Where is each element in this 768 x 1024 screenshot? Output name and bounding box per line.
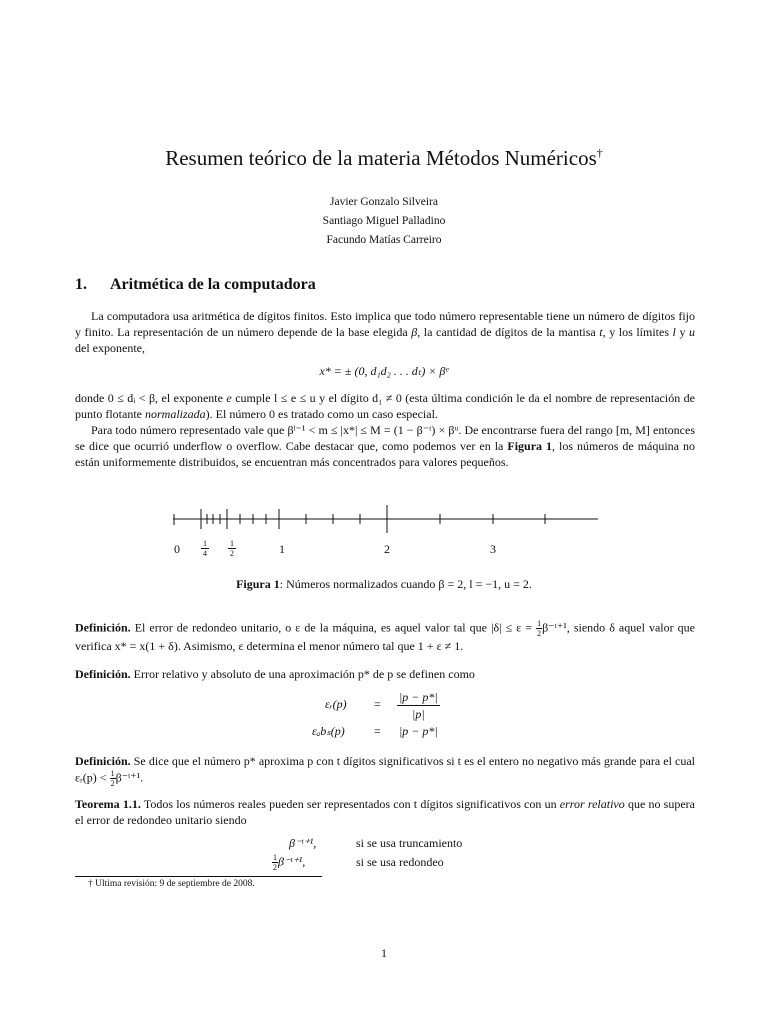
definition-label: Definición. [75, 620, 131, 635]
relative-error-rhs [397, 689, 440, 722]
theorem-text-b: que no supera el error de redondeo unitario siendo [75, 797, 695, 827]
case-half-den: 2 [273, 863, 277, 872]
number-line-figure [165, 505, 605, 535]
equation-representation: x* = ± (0, d₁d₂ . . . dₜ) × βᵉ [319, 364, 449, 378]
para2-text-c: ). El número 0 es tratado como un caso especial. [205, 407, 438, 421]
para1-l: l [672, 325, 676, 339]
footnote-rule [75, 876, 322, 877]
relative-error-lhs: εᵣ(p) [325, 697, 347, 711]
footnote: † Ultima revisión: 9 de septiembre de 2008. [88, 879, 255, 889]
theorem-error-relativo: error relativo [559, 797, 625, 811]
def3-half-num: 1 [110, 769, 115, 778]
author-3: Facundo Matías Carreiro [326, 234, 442, 246]
paragraph-conditions [75, 390, 695, 422]
page-number: 1 [381, 946, 387, 960]
section-number: 1. [75, 276, 87, 293]
definition-unit-roundoff [75, 619, 695, 654]
figure-caption-text: : Números normalizados cuando β = 2, l = −1, u = 2. [279, 577, 532, 591]
paper-title [0, 146, 768, 171]
para2-text-b: cumple l ≤ e ≤ u y el dígito d₁ ≠ 0 (esta última condición le da el nombre de representación de punto flotante [75, 391, 695, 421]
axis-label-2: 2 [384, 542, 390, 556]
title-text: Resumen teórico de la materia Métodos Numéricos [165, 146, 597, 170]
definition-label: Definición. [75, 667, 131, 681]
figure-caption-label: Figura 1 [236, 577, 280, 591]
def3-text-a: Se dice que el número p* aproxima p con t dígitos significativos si t es el entero no negativo más grande para el cual εᵣ(p) < [75, 754, 695, 785]
para3-text-a: Para todo número representado vale que βˡ⁻¹ < m ≤ |x*| ≤ M = (1 − β⁻ᵗ) × βᵘ. De encontrarse fuera del rango [m, M] entonces se dice que ocurrió underflow o overflow. Cabe destacar que, como podemos ver en la [75, 423, 695, 453]
author-list [0, 193, 768, 250]
half-den: 2 [230, 549, 234, 558]
paragraph-intro [75, 308, 695, 356]
definition-significant-digits [75, 753, 695, 788]
absolute-error-equals: = [374, 724, 381, 738]
relative-error-equals: = [374, 697, 381, 711]
half-num: 1 [230, 539, 234, 548]
def1-text-b: β⁻ᵗ⁺¹, siendo δ aquel valor que verifica x* = x(1 + δ). Asimismo, ε determina el menor número tal que 1 + ε ≠ 1. [75, 620, 695, 653]
def1-text-a: El error de redondeo unitario, o ε de la máquina, es aquel valor tal que |δ| ≤ ε = [130, 620, 537, 635]
axis-label-0: 0 [174, 542, 180, 556]
axis-label-1: 1 [279, 542, 285, 556]
title-footnote-mark: † [596, 146, 603, 160]
figure-reference: Figura 1 [507, 439, 553, 453]
def1-half-num: 1 [537, 619, 542, 628]
figure-caption [0, 577, 768, 592]
theorem-1-1 [75, 796, 695, 828]
def2-text: Error relativo y absoluto de una aproximación p* de p se definen como [130, 667, 475, 681]
case-rounding-text: si se usa redondeo [356, 855, 444, 869]
para1-u: u [689, 325, 696, 339]
definition-errors [75, 666, 695, 682]
def1-half-den: 2 [537, 629, 542, 638]
case-rounding-power: β⁻ᵗ⁺¹, [278, 854, 306, 869]
def3-half-den: 2 [110, 779, 115, 788]
absolute-error-rhs: |p − p*| [399, 724, 438, 738]
absolute-error-lhs: εₐbₛ(p) [312, 724, 345, 738]
para1-text-e: del exponente, [75, 341, 145, 355]
quarter-num: 1 [203, 539, 207, 548]
paragraph-range [75, 422, 695, 470]
author-2: Santiago Miguel Palladino [322, 215, 446, 227]
para2-normalizada: normalizada [144, 407, 206, 421]
axis-label-3: 3 [490, 542, 496, 556]
para1-text-a: La computadora usa aritmética de dígitos finitos. Esto implica que todo número representable tiene un número de dígitos fijo y finito. La representación de un número depende de la base elegida [75, 309, 695, 339]
para1-t: t [599, 325, 603, 339]
para1-text-d: y [675, 325, 690, 339]
axis-label-quarter [201, 539, 209, 558]
author-1: Javier Gonzalo Silveira [330, 196, 438, 208]
case-truncation-text: si se usa truncamiento [356, 836, 463, 850]
theorem-text-a: Todos los números reales pueden ser representados con t dígitos significativos con un [140, 797, 560, 811]
definition-label: Definición. [75, 754, 131, 768]
theorem-label: Teorema 1.1. [75, 797, 141, 811]
para1-beta: β [411, 325, 418, 339]
relative-error-denominator: |p| [412, 707, 425, 721]
case-truncation-expr: β⁻ᵗ⁺¹, [289, 836, 317, 850]
section-heading [75, 276, 316, 294]
para2-text-a: donde 0 ≤ dᵢ < β, el exponente [75, 391, 227, 405]
case-half-num: 1 [273, 853, 277, 862]
relative-error-numerator: |p − p*| [399, 690, 438, 704]
para3-text-b: , los números de máquina no están uniformemente distribuidos, se encuentran más concentrados para valores pequeños. [75, 439, 696, 469]
axis-label-half [228, 539, 236, 558]
para1-text-c: , y los límites [602, 325, 673, 339]
def3-text-b: β⁻ᵗ⁺¹. [115, 770, 144, 785]
para1-text-b: , la cantidad de dígitos de la mantisa [417, 325, 600, 339]
section-title: Aritmética de la computadora [110, 276, 316, 293]
case-rounding-expr [272, 853, 305, 872]
para2-e: e [226, 391, 232, 405]
quarter-den: 4 [203, 549, 207, 558]
